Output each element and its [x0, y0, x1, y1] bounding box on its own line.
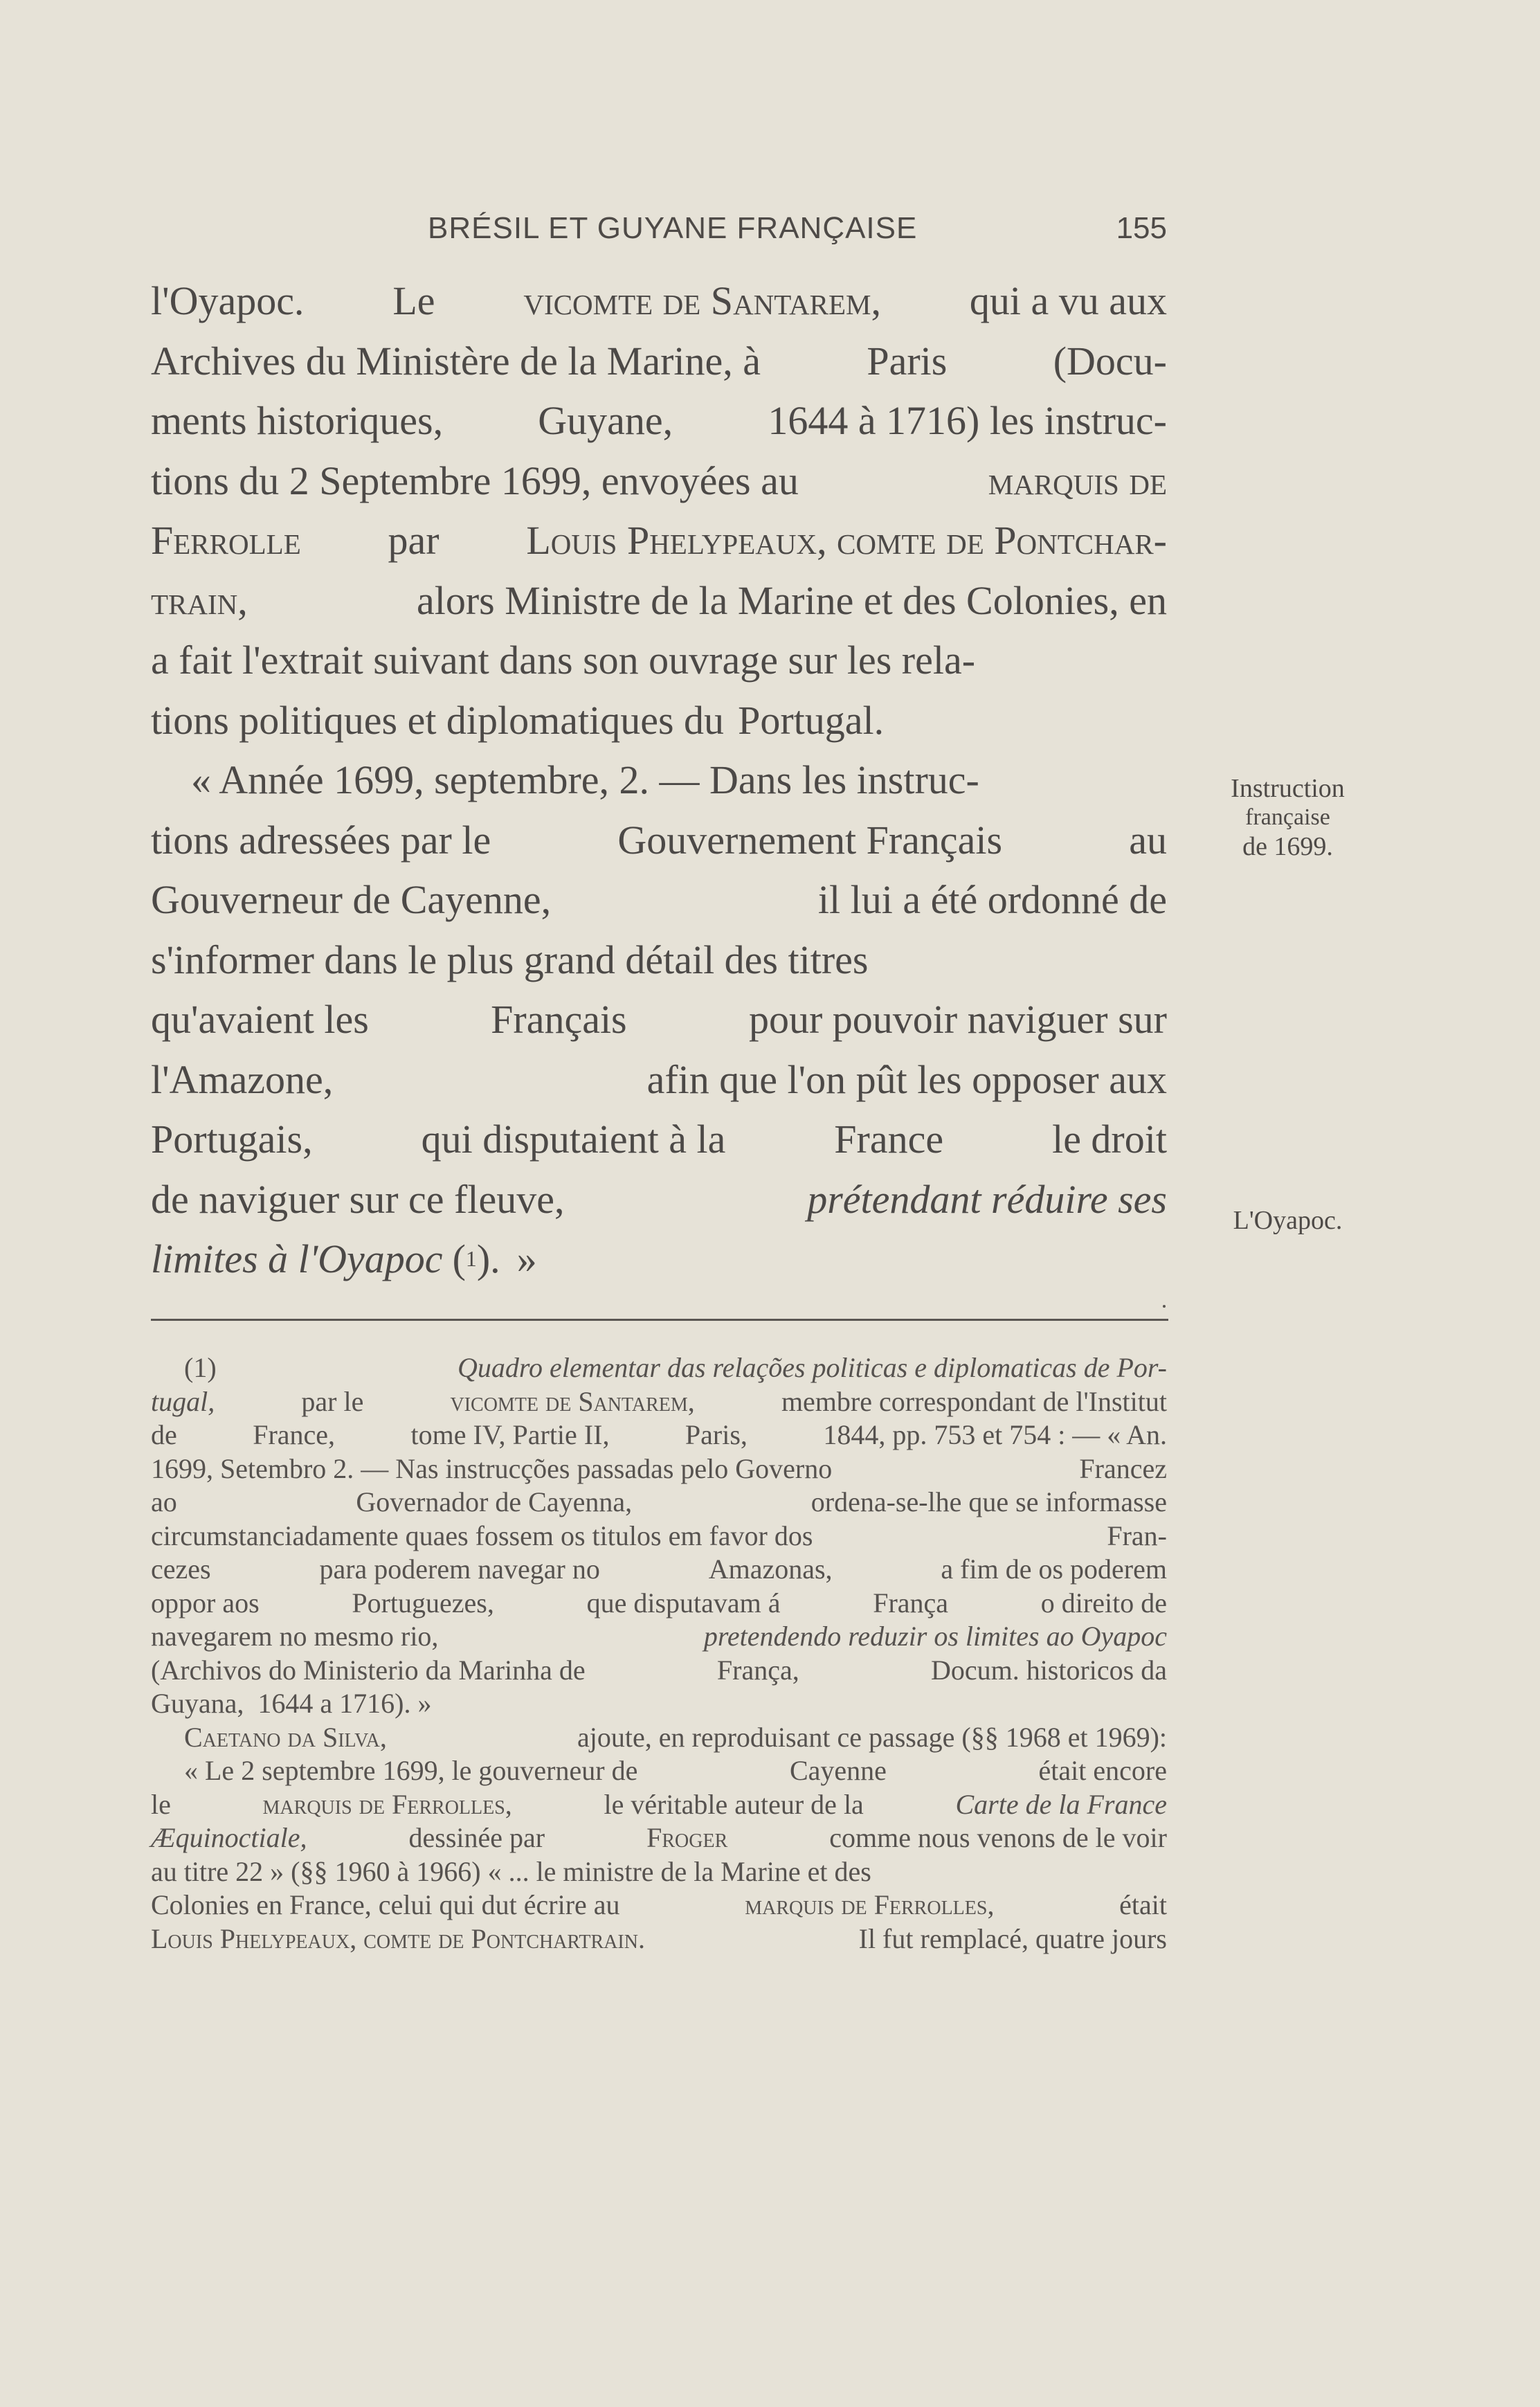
text-fragment: pretendendo reduzir os limites ao Oyapoc: [703, 1621, 1167, 1652]
text-fragment: le droit: [1052, 1117, 1167, 1162]
margin-note-line: de 1699.: [1242, 832, 1333, 861]
text-fragment: Portugais,: [151, 1117, 313, 1162]
footnote-line: [151, 1452, 1167, 1486]
text-fragment: par le: [301, 1385, 364, 1417]
text-line: [151, 571, 1167, 631]
text-line: [151, 271, 1167, 332]
text-fragment: Gouverneur de Cayenne,: [151, 877, 552, 922]
footnote-line: [151, 1922, 1167, 1956]
text-fragment: Gouvernement Français: [617, 817, 1003, 863]
text-line: [151, 990, 1167, 1050]
person-name: Louis Phelypeaux, comte de Pontchar-: [526, 518, 1167, 563]
main-text: [151, 271, 1167, 1290]
text-line: [151, 332, 1167, 392]
text-fragment: ajoute, en reproduisant ce passage (§§ 1968 et 1969):: [577, 1721, 1167, 1753]
text-fragment: afin que l'on pût les opposer aux: [646, 1056, 1167, 1102]
text-fragment: était: [1119, 1889, 1167, 1920]
person-name: Louis Phelypeaux, comte de Pontchartrain.: [151, 1922, 645, 1954]
footnote-line: [151, 1821, 1167, 1855]
footnote-divider: [151, 1319, 1168, 1321]
footnote-line: [151, 1385, 1167, 1419]
text-fragment: Paris,: [685, 1419, 748, 1450]
text-fragment: Æquinoctiale,: [151, 1822, 307, 1853]
text-fragment: (Docu-: [1053, 338, 1167, 384]
text-fragment: au titre 22 » (§§ 1960 à 1966) « ... le ministre de la Marine et des: [151, 1855, 871, 1887]
text-fragment: 1644 a 1716). »: [257, 1688, 432, 1719]
person-title: marquis de: [988, 458, 1167, 503]
text-fragment: de naviguer sur ce fleuve,: [151, 1176, 565, 1222]
footnote-line: [151, 1654, 1167, 1688]
text-fragment: pour pouvoir naviguer sur: [748, 997, 1167, 1042]
text-fragment: France: [834, 1117, 944, 1162]
text-fragment: Il fut remplacé, quatre jours: [858, 1922, 1167, 1954]
text-fragment: ).: [476, 1236, 500, 1281]
footnote-line: [151, 1855, 1167, 1889]
text-line: [151, 691, 1167, 751]
text-fragment: l'Oyapoc.: [151, 278, 305, 323]
text-line: [151, 811, 1167, 871]
margin-note-line: Instruction: [1231, 774, 1345, 803]
text-line: [151, 930, 1167, 991]
footnote-line: [151, 1486, 1167, 1520]
text-fragment: tions adressées par le: [151, 817, 491, 863]
person-name: marquis de Ferrolles,: [262, 1788, 512, 1820]
text-fragment: a fim de os poderem: [941, 1553, 1167, 1585]
person-name: marquis de Ferrolles,: [745, 1889, 995, 1920]
text-fragment: navegarem no mesmo rio,: [151, 1621, 439, 1652]
text-fragment: tugal,: [151, 1385, 215, 1417]
text-fragment: Le: [392, 278, 435, 323]
text-fragment: ordena-se-lhe que se informasse: [810, 1486, 1167, 1517]
person-name: vicomte de Santarem,: [450, 1385, 695, 1417]
footnote-line: [151, 1888, 1167, 1922]
footnote-line: [151, 1620, 1167, 1654]
text-line: [151, 631, 1167, 691]
person-name: Ferrolle: [151, 518, 301, 563]
footnote-marker[interactable]: 1: [465, 1247, 477, 1271]
footnote-line: [151, 1788, 1167, 1822]
text-fragment: le: [151, 1788, 171, 1820]
footnote-line: [151, 1351, 1167, 1385]
running-head: [428, 211, 1167, 253]
text-fragment: Governador de Cayenna,: [356, 1486, 633, 1517]
text-fragment: Guyana,: [151, 1688, 244, 1719]
text-line: [151, 870, 1167, 930]
text-fragment: (: [452, 1236, 466, 1281]
text-fragment: l'Amazone,: [151, 1056, 334, 1102]
text-fragment: Cayenne: [789, 1755, 887, 1786]
text-fragment: França: [873, 1587, 949, 1619]
footnotes: [151, 1351, 1167, 1956]
text-line: [151, 391, 1167, 451]
text-fragment: par: [388, 518, 440, 563]
text-fragment: tions du 2 Septembre 1699, envoyées au: [151, 458, 799, 503]
page-number: 155: [1116, 211, 1167, 245]
person-name: Froger: [646, 1822, 728, 1853]
person-name: train,: [151, 577, 248, 623]
text-fragment: Archives du Ministère de la Marine, à: [151, 338, 761, 384]
text-fragment: Guyane,: [538, 398, 673, 443]
text-fragment: France,: [253, 1419, 336, 1450]
text-fragment: que disputavam á: [586, 1587, 781, 1619]
text-line: [151, 1170, 1167, 1230]
text-fragment: ments historiques,: [151, 398, 444, 443]
text-line: [151, 750, 1167, 811]
running-title: BRÉSIL ET GUYANE FRANÇAISE: [428, 211, 918, 245]
text-fragment: Paris: [867, 338, 948, 384]
text-line: [151, 451, 1167, 512]
text-fragment: s'informer dans le plus grand détail des titres: [151, 937, 869, 982]
footnote-line: [151, 1587, 1167, 1621]
text-fragment: o direito de: [1040, 1587, 1167, 1619]
text-fragment: dessinée par: [408, 1822, 545, 1853]
text-fragment: Quadro elementar das relações politicas e diplomaticas de Por-: [458, 1352, 1167, 1383]
text-fragment: para poderem navegar no: [319, 1553, 600, 1585]
text-line: [151, 1050, 1167, 1110]
text-fragment: 1844, pp. 753 et 754 : — « An.: [823, 1419, 1167, 1450]
text-fragment: tions politiques et diplomatiques du: [151, 697, 725, 743]
text-fragment: Francez: [1079, 1452, 1167, 1484]
text-fragment: qu'avaient les: [151, 997, 369, 1042]
text-fragment: « Année 1699, septembre, 2. — Dans les instruc-: [191, 757, 979, 802]
text-fragment: membre correspondant de l'Institut: [781, 1385, 1167, 1417]
text-fragment: était encore: [1038, 1755, 1167, 1786]
footnote-line: [151, 1754, 1167, 1788]
text-fragment: a fait l'extrait suivant dans son ouvrage sur les rela-: [151, 638, 976, 683]
text-fragment: comme nous venons de le voir: [829, 1822, 1167, 1853]
text-fragment: oppor aos: [151, 1587, 260, 1619]
footnote-line: [151, 1553, 1167, 1587]
margin-note-line: française: [1245, 804, 1330, 830]
text-line: [151, 1110, 1167, 1170]
footnote-marker: (1): [184, 1352, 217, 1383]
text-fragment: le véritable auteur de la: [604, 1788, 864, 1820]
text-fragment: qui a vu aux: [969, 278, 1167, 323]
margin-note-oyapoc: L'Oyapoc.: [1233, 1206, 1343, 1235]
text-fragment: Docum. historicos da: [930, 1654, 1167, 1686]
text-fragment: circumstanciadamente quaes fossem os titulos em favor dos: [151, 1520, 813, 1551]
text-fragment: de: [151, 1419, 177, 1450]
text-fragment: Colonies en France, celui qui dut écrire au: [151, 1889, 620, 1920]
text-line: [151, 1229, 1167, 1290]
text-fragment: Amazonas,: [708, 1553, 833, 1585]
text-fragment: cezes: [151, 1553, 211, 1585]
text-fragment: França,: [716, 1654, 799, 1686]
text-fragment: Français: [491, 997, 627, 1042]
margin-note-instruction: [1203, 774, 1373, 861]
footnote-line: [151, 1520, 1167, 1553]
text-fragment: Portuguezes,: [352, 1587, 494, 1619]
text-fragment: Portugal.: [738, 697, 885, 743]
text-fragment: qui disputaient à la: [421, 1117, 726, 1162]
footnote-line: [151, 1721, 1167, 1755]
text-fragment: au: [1129, 817, 1167, 863]
text-fragment: Fran-: [1107, 1520, 1167, 1551]
text-fragment: « Le 2 septembre 1699, le gouverneur de: [184, 1755, 638, 1786]
footnote-line: [151, 1687, 1167, 1721]
text-fragment: 1699, Setembro 2. — Nas instrucções passadas pelo Governo: [151, 1452, 833, 1484]
text-fragment: 1644 à 1716) les instruc-: [768, 398, 1167, 443]
text-fragment: alors Ministre de la Marine et des Colonies, en: [416, 577, 1167, 623]
footnote-line: [151, 1418, 1167, 1452]
text-fragment: tome IV, Partie II,: [410, 1419, 610, 1450]
person-name: vicomte de Santarem,: [523, 278, 881, 323]
closing-quote: »: [516, 1236, 537, 1281]
rule-mark: [1163, 1305, 1166, 1308]
text-fragment: il lui a été ordonné de: [817, 877, 1167, 922]
text-fragment: limites à l'Oyapoc: [151, 1236, 443, 1281]
person-name: Caetano da Silva,: [184, 1721, 387, 1753]
text-fragment: ao: [151, 1486, 177, 1517]
text-fragment: prétendant réduire ses: [807, 1176, 1167, 1222]
text-line: [151, 511, 1167, 571]
text-fragment: (Archivos do Ministerio da Marinha de: [151, 1654, 586, 1686]
text-fragment: Carte de la France: [955, 1788, 1167, 1820]
